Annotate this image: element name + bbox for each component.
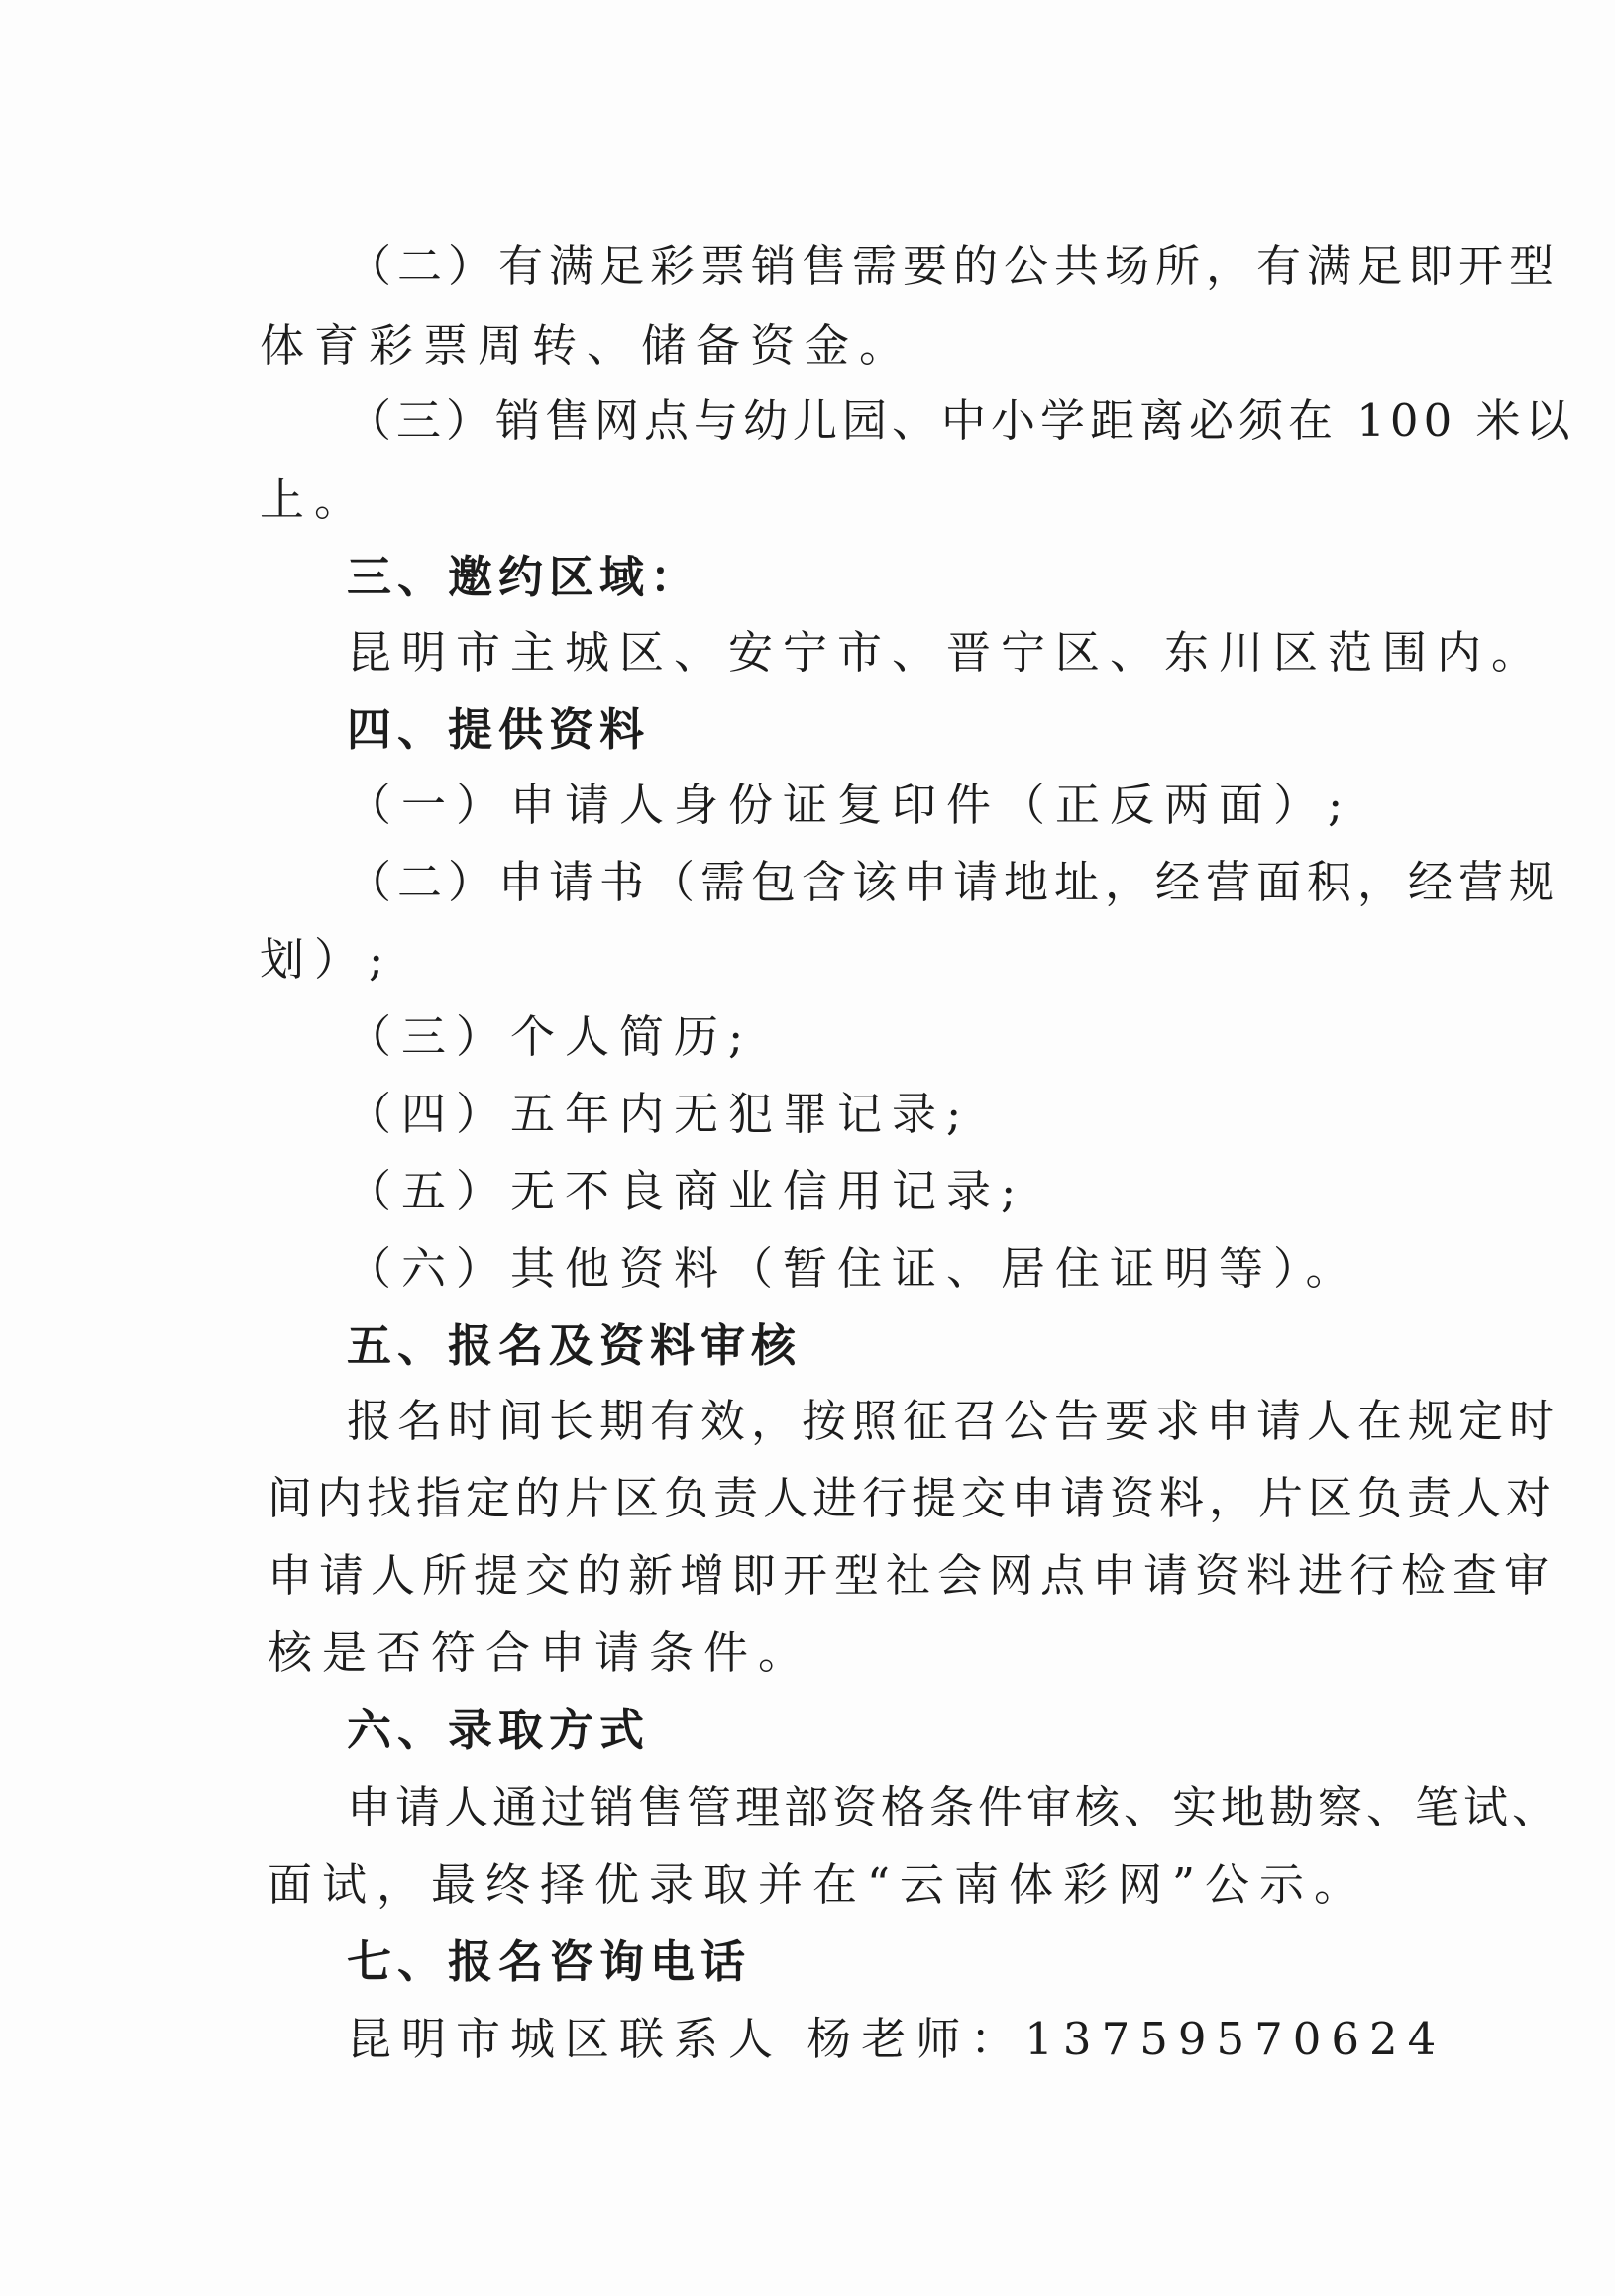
section5-heading: 五、报名及资料审核: [347, 1319, 803, 1372]
section6-line2: 面试，最终择优录取并在“云南体彩网”公示。: [268, 1858, 1369, 1911]
item3-line2: 上。: [260, 473, 370, 526]
item2-line1: （二）有满足彩票销售需要的公共场所，有满足即开型: [347, 240, 1561, 292]
section3-body: 昆明市主城区、安宁市、晋宁区、东川区范围内。: [347, 626, 1547, 678]
section6-heading: 六、录取方式: [347, 1704, 651, 1756]
section4-item2-line1: （二）申请书（需包含该申请地址，经营面积，经营规: [347, 856, 1561, 908]
section4-item3: （三）个人简历;: [347, 1010, 754, 1063]
section4-item1: （一）申请人身份证复印件（正反两面）;: [347, 779, 1353, 831]
section5-line2: 间内找指定的片区负责人进行提交申请资料，片区负责人对: [268, 1472, 1557, 1524]
section6-line1: 申请人通过销售管理部资格条件审核、实地勘察、笔试、: [347, 1781, 1561, 1833]
section5-line3: 申请人所提交的新增即开型社会网点申请资料进行检查审: [268, 1549, 1557, 1602]
item2-line2: 体育彩票周转、储备资金。: [260, 319, 915, 371]
section4-item5: （五）无不良商业信用记录;: [347, 1165, 1026, 1217]
section5-line4: 核是否符合申请条件。: [268, 1626, 813, 1679]
section7-contact: 昆明市城区联系人 杨老师：13759570624: [347, 2013, 1447, 2065]
section3-heading: 三、邀约区域：: [347, 551, 701, 603]
section4-item6: （六）其他资料（暂住证、居住证明等）。: [347, 1242, 1360, 1295]
section4-item2-line2: 划）;: [260, 933, 394, 986]
section5-line1: 报名时间长期有效，按照征召公告要求申请人在规定时: [347, 1395, 1561, 1447]
section4-heading: 四、提供资料: [347, 703, 651, 756]
item3-line1: （三）销售网点与幼儿园、中小学距离必须在 100 米以: [347, 394, 1575, 447]
section4-item4: （四）五年内无犯罪记录;: [347, 1088, 972, 1140]
section7-heading: 七、报名咨询电话: [347, 1935, 752, 1988]
